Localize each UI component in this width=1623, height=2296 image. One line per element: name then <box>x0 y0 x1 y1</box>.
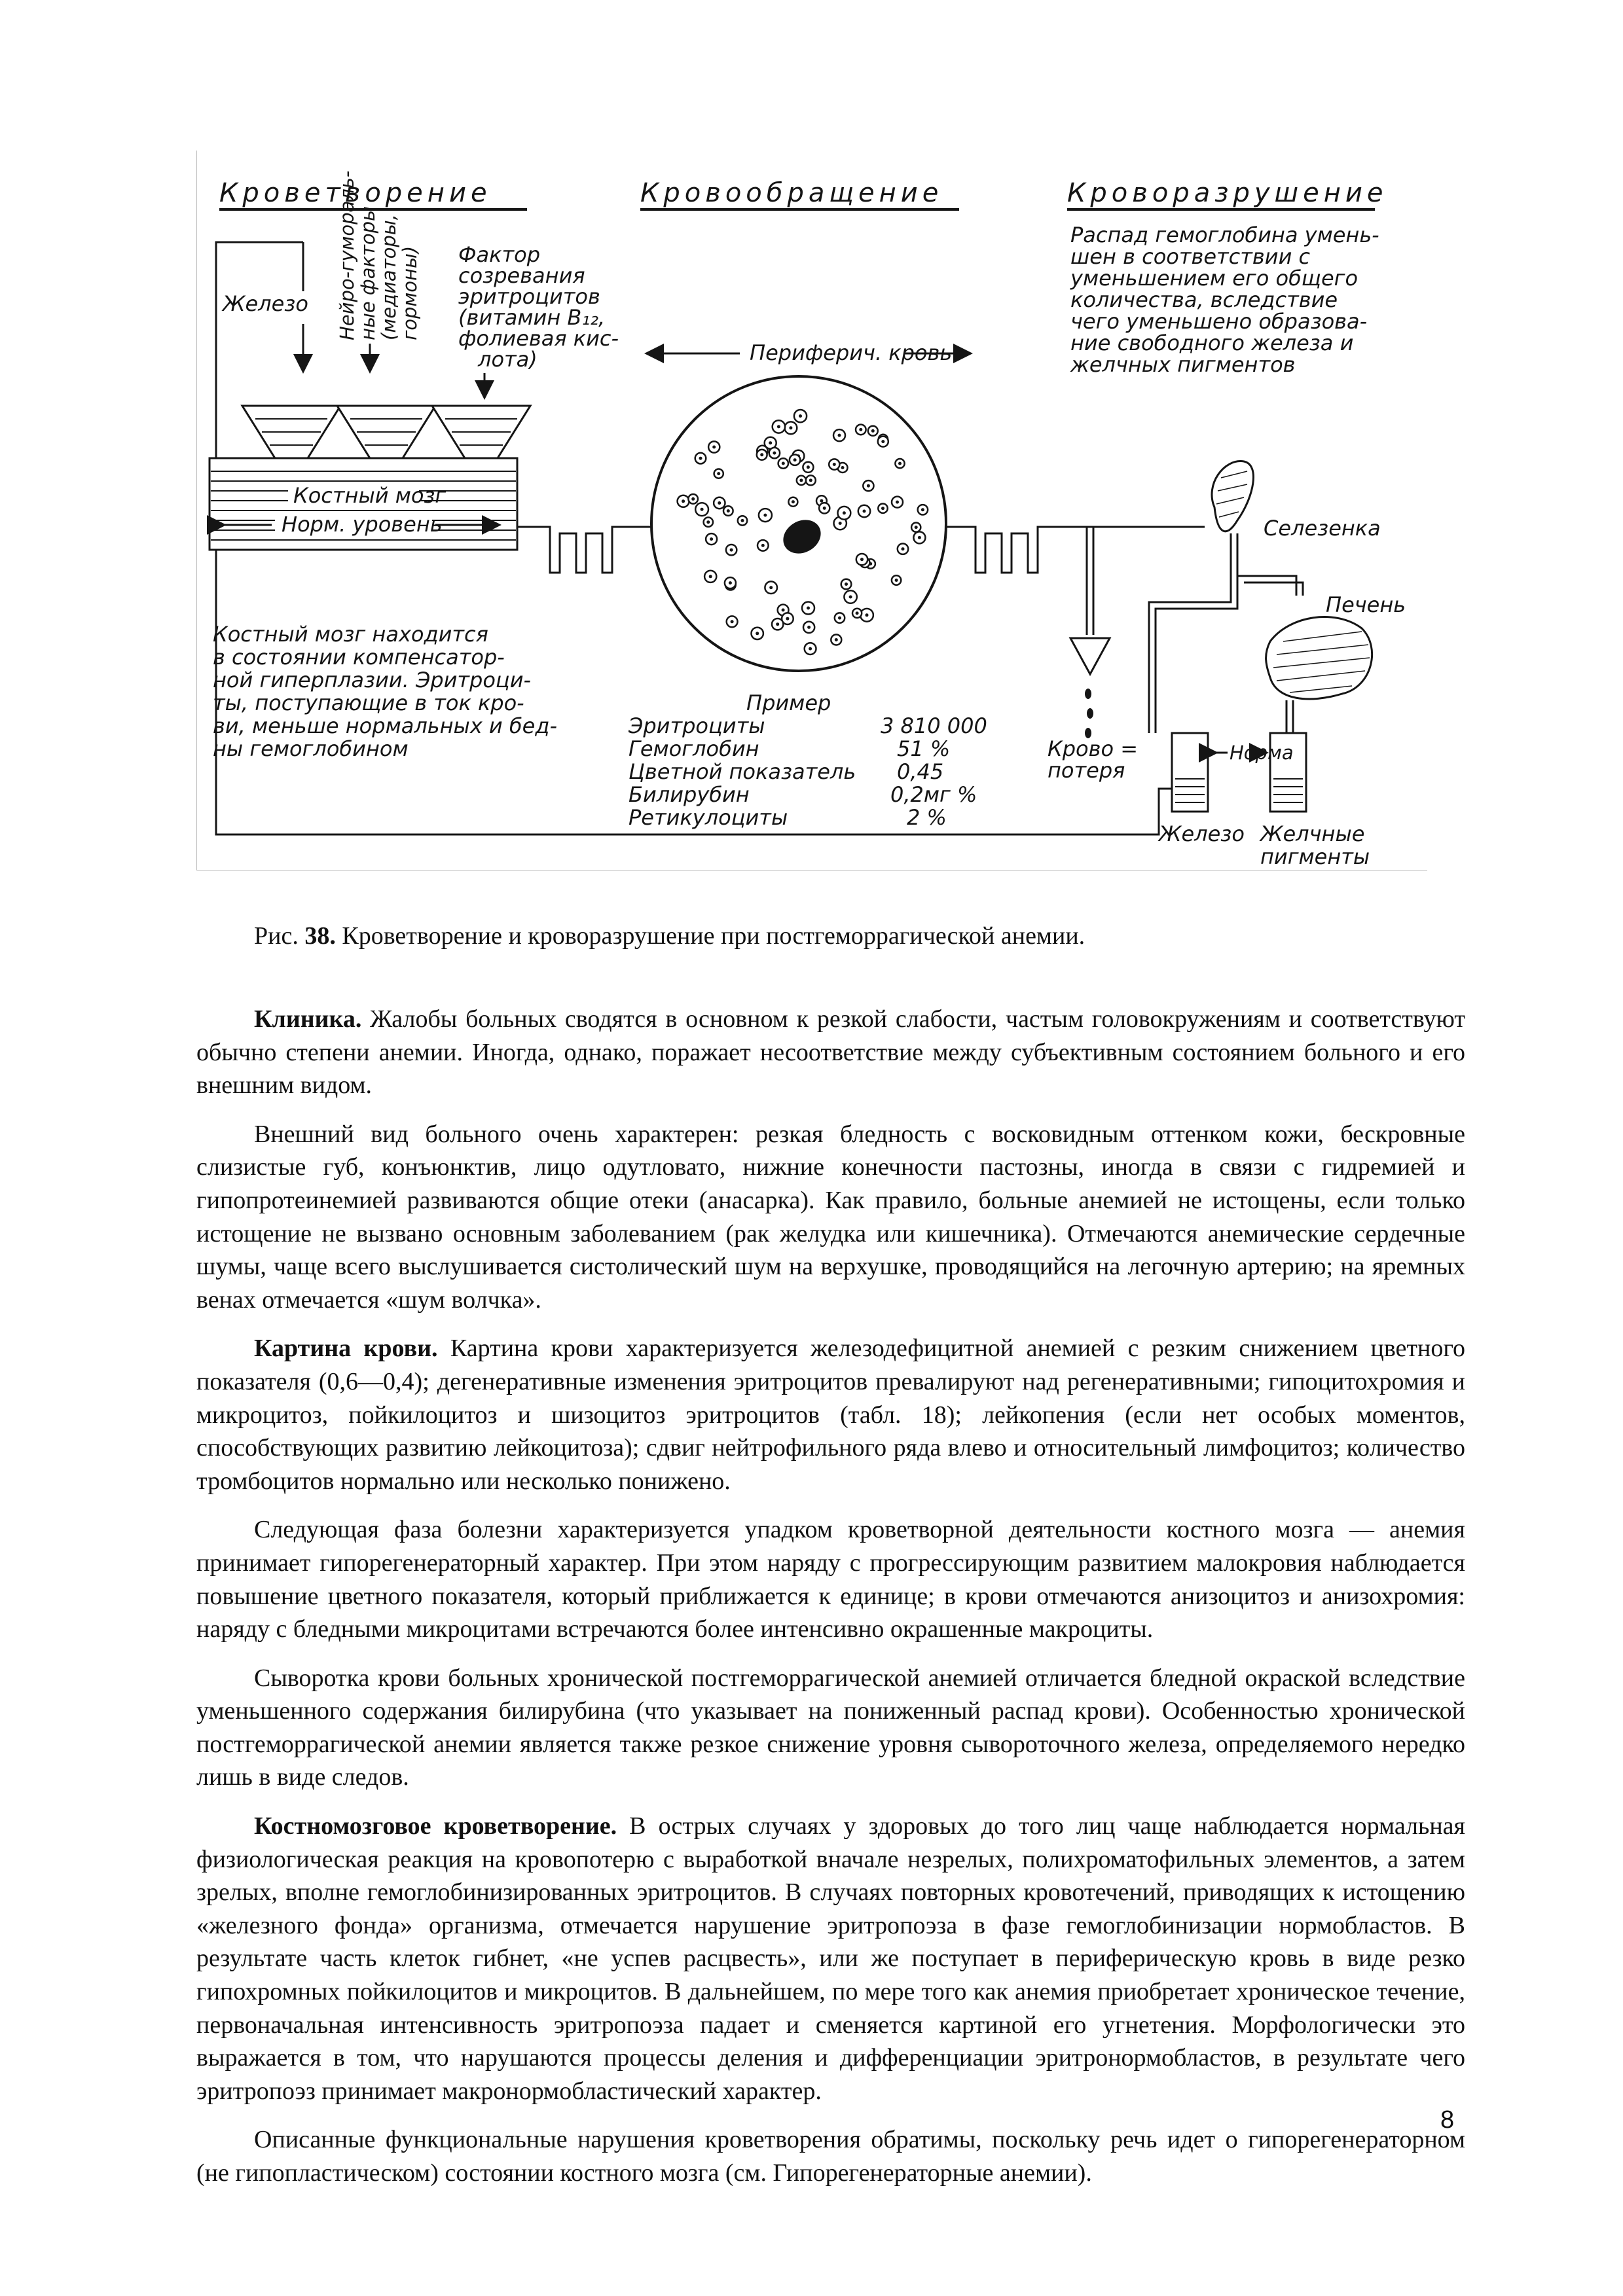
example-label: Билирубин <box>629 782 750 807</box>
example-label: Ретикулоциты <box>629 805 788 830</box>
erythrocyte-center <box>867 484 870 488</box>
example-title: Пример <box>746 691 831 715</box>
svg-text:(медиаторы,: (медиаторы, <box>378 214 400 340</box>
erythrocyte-center <box>921 508 924 511</box>
svg-text:ты, поступающие в ток кро-: ты, поступающие в ток кро- <box>213 691 524 715</box>
peripheral-blood-label: Периферич. кровь <box>750 340 953 365</box>
paragraph-text: Описанные функциональные нарушения кроветворения обратимы, поскольку речь идет о гипорегенераторном (не гипопластическом) состоянии костного мозга (см. Гипорегенераторные анемии). <box>196 2126 1465 2187</box>
example-values <box>628 691 987 830</box>
bile-pigments-label: Желчные <box>1260 821 1365 846</box>
hematopoiesis-diagram <box>196 144 1427 870</box>
example-label: Цветной показатель <box>629 759 856 784</box>
svg-text:шен в соответствии с: шен в соответствии с <box>1070 244 1311 269</box>
erythrocyte-center <box>809 647 812 651</box>
spleen-drain-pipe <box>1149 533 1231 733</box>
caption-text: Кроветворение и кроворазрушение при постгеморрагической анемии. <box>335 922 1085 950</box>
iron-tube <box>1172 733 1208 812</box>
erythrocyte-center <box>823 507 826 510</box>
paragraph-serum <box>196 1662 1465 1794</box>
spleen-liver-pipe <box>1244 583 1303 596</box>
erythrocyte-center <box>729 581 732 584</box>
caption-number: 38. <box>304 922 336 950</box>
paragraph-marrow-hematopoiesis <box>196 1810 1465 2108</box>
erythrocyte-center <box>835 638 838 641</box>
erythrocyte-center <box>881 507 884 510</box>
svg-text:чего уменьшено образова-: чего уменьшено образова- <box>1070 309 1368 334</box>
svg-text:(витамин B₁₂,: (витамин B₁₂, <box>458 305 606 330</box>
erythrocyte-center <box>799 414 802 418</box>
erythrocyte-center <box>799 478 803 482</box>
spleen-drain-pipe <box>1156 533 1237 733</box>
erythrocyte-center <box>782 462 785 465</box>
erythrocyte-center <box>730 548 733 552</box>
bone-marrow-label: Костный мозг <box>293 483 447 508</box>
blood-loss-label: потеря <box>1048 758 1125 783</box>
blood-loss-dropper <box>1070 638 1110 674</box>
example-value: 0,2мг % <box>890 782 977 807</box>
svg-text:в состоянии компенсатор-: в состоянии компенсатор- <box>213 645 505 670</box>
erythrocyte-center <box>760 453 763 456</box>
marrow-note-text <box>213 622 557 761</box>
paragraph-lead: Картина крови. <box>254 1335 438 1363</box>
liver-label: Печень <box>1326 592 1406 617</box>
maturation-factor-text <box>458 242 619 372</box>
blood-loss-label: Крово = <box>1048 736 1139 761</box>
figure-38 <box>196 144 1427 870</box>
figure-caption <box>254 920 1085 952</box>
erythrocyte-center <box>782 609 785 612</box>
svg-text:ние свободного железа и: ние свободного железа и <box>1070 331 1354 355</box>
heading-destruction: Кроворазрушение <box>1067 178 1388 208</box>
paragraph-text: Следующая фаза болезни характеризуется упадком кроветворной деятельности костного мозга — анемия принимает гипорегенераторный характер. При этом наряду с прогрессирующим развитием малокровия наблюдается повышение цветного показателя, который приближается к единице; в крови отмечаются анизоцитоз и анизохромия: наряду с бледными микроцитами встречаются более интенсивно окрашенные макроциты. <box>196 1516 1465 1643</box>
svg-text:фолиевая кис-: фолиевая кис- <box>458 326 619 351</box>
erythrocyte-center <box>792 500 795 503</box>
erythrocyte-center <box>756 632 759 635</box>
paragraph-text: В острых случаях у здоровых до того лиц чаще наблюдается нормальная физиологическая реакция на кровопотерю с выработкой вначале незрелых, полихроматофильных элементов, а затем зрелых, вполне гемоглобинизированных эритроцитов. В случаях повторных кровотечений, приводящих к истощению «железного фонда» организма, отмечается нарушение эритропоэза в фазе гемоглобинизации нормобластов. В результате часть клеток гибнет, «не успев расцвесть», или же поступает в периферическую кровь в виде резко гипохромных пойкилоцитов и микроцитов. В дальнейшем, по мере того как анемия приобретает хроническое течение, первоначальная интенсивность эритропоэза падает и сменяется картиной его угнетения. Морфологически это выражается в том, что нарушаются процессы деления и дифференциации эритронормобластов, в результате чего эритропоэз принимает макронормобластический характер. <box>196 1812 1465 2105</box>
svg-text:Нейро-гумораль-: Нейро-гумораль- <box>336 170 358 340</box>
erythrocyte-center <box>838 434 841 437</box>
erythrocyte-center <box>761 544 765 547</box>
erythrocyte-center <box>691 497 695 501</box>
svg-text:уменьшением его общего: уменьшением его общего <box>1070 266 1359 291</box>
erythrocyte-center <box>776 622 779 626</box>
svg-text:ной гиперплазии. Эритроци-: ной гиперплазии. Эритроци- <box>213 668 532 692</box>
erythrocyte-center <box>682 499 685 503</box>
iron-output-label: Железо <box>1159 821 1245 846</box>
erythrocyte-center <box>741 519 744 522</box>
erythrocyte-center <box>843 511 846 514</box>
erythrocyte-center <box>881 440 884 443</box>
erythrocyte-center <box>727 509 730 512</box>
erythrocyte-center <box>918 536 921 539</box>
svg-text:Костный мозг находится: Костный мозг находится <box>213 622 488 647</box>
paragraph-lead: Костномозговое кроветворение. <box>254 1812 617 1840</box>
heading-hematopoiesis: Кроветворение <box>219 178 492 208</box>
erythrocyte-center <box>763 514 767 517</box>
erythrocyte-center <box>896 501 899 504</box>
erythrocyte-center <box>833 463 836 466</box>
blood-drops <box>1085 689 1093 738</box>
erythrocyte-center <box>717 472 720 475</box>
heading-circulation: Кровообращение <box>640 178 943 208</box>
erythrocyte-center <box>863 510 866 513</box>
erythrocyte-center <box>777 425 780 428</box>
erythrocyte-center <box>769 441 772 444</box>
page-number: 8 <box>1440 2106 1455 2134</box>
paragraph-blood-picture <box>196 1332 1465 1498</box>
erythrocyte-center <box>706 520 710 524</box>
circulation-outflow-pipe <box>946 527 1205 573</box>
erythrocyte-center <box>786 617 789 620</box>
spleen-label: Селезенка <box>1264 516 1381 541</box>
erythrocyte-center <box>838 617 841 620</box>
paragraph-text: Картина крови характеризуется железодефицитной анемией с резким снижением цветного показателя (0,6—0,4); дегенеративные изменения эритроцитов превалируют над регенеративными; гипоцитохромия и микроцитоз, пойкилоцитоз и шизоцитоз эритроцитов (табл. 18); лейкопения (если нет особых моментов, способствующих развитию лейкоцитоза); сдвиг нейтрофильного ряда влево и относительный лимфоцитоз; количество тромбоцитов нормально или несколько понижено. <box>196 1335 1465 1495</box>
erythrocyte-center <box>709 575 712 578</box>
paragraph-lead: Клиника. <box>254 1005 362 1033</box>
svg-text:ны гемоглобином: ны гемоглобином <box>213 736 409 761</box>
paragraph-text: Жалобы больных сводятся в основном к резкой слабости, частым головокружениям и соответствуют обычно степени анемии. Иногда, однако, поражает несоответствие между субъективным состоянием больного и его внешним видом. <box>196 1005 1465 1100</box>
example-label: Эритроциты <box>629 713 765 738</box>
erythrocyte-center <box>807 607 810 610</box>
svg-text:эритроцитов: эритроцитов <box>458 284 600 309</box>
erythrocyte-center <box>712 446 716 449</box>
erythrocyte-center <box>809 478 812 482</box>
erythrocyte-center <box>807 626 811 629</box>
example-value: 3 810 000 <box>881 713 987 738</box>
svg-text:созревания: созревания <box>458 263 585 288</box>
norm-level-label: Норм. уровень <box>282 512 443 537</box>
example-value: 51 % <box>897 736 951 761</box>
erythrocyte-center <box>699 457 702 460</box>
caption-prefix: Рис. <box>254 922 305 950</box>
example-value: 2 % <box>907 805 947 830</box>
erythrocyte-center <box>856 611 859 615</box>
erythrocyte-center <box>807 465 810 469</box>
paragraph-clinic <box>196 1003 1465 1102</box>
svg-text:лота): лота) <box>478 347 538 372</box>
svg-text:ви, меньше нормальных и бед-: ви, меньше нормальных и бед- <box>213 713 557 738</box>
erythrocyte-center <box>866 613 869 617</box>
svg-text:желчных пигментов: желчных пигментов <box>1070 352 1296 377</box>
erythrocyte-center <box>710 537 713 541</box>
svg-text:количества, вследствие: количества, вследствие <box>1070 287 1338 312</box>
marrow-outflow-pipe <box>517 527 655 573</box>
bile-pigments-label: пигменты <box>1260 844 1370 869</box>
erythrocyte-center <box>871 429 875 433</box>
erythrocyte-center <box>701 508 704 511</box>
norma-label: Норма <box>1230 742 1294 764</box>
svg-text:гормоны): гормоны) <box>399 245 421 340</box>
erythrocyte-center <box>769 586 773 589</box>
body-text <box>196 1003 1465 2206</box>
erythrocyte-center <box>789 426 792 429</box>
erythrocyte-center <box>841 466 845 469</box>
paragraph-reversible <box>196 2123 1465 2189</box>
example-value: 0,45 <box>897 759 944 784</box>
svg-text:Фактор: Фактор <box>458 242 541 267</box>
destruction-text <box>1070 223 1379 377</box>
erythrocyte-center <box>845 583 848 586</box>
spleen-liver-pipe <box>1237 576 1296 596</box>
erythrocyte-center <box>898 462 902 465</box>
paragraph-text: Сыворотка крови больных хронической постгеморрагической анемией отличается бледной окраской вследствие уменьшенного содержания билирубина (что указывает на пониженный распад крови). Особенностью хронической постгеморрагической анемии является также резкое снижение уровня сывороточного железа, определяемого нередко лишь в виде следов. <box>196 1664 1465 1791</box>
erythrocyte-center <box>902 547 905 550</box>
iron-input-label: Железо <box>223 291 308 316</box>
erythrocyte-center <box>915 526 918 529</box>
paragraph-text: Внешний вид больного очень характерен: резкая бледность с восковидным оттенком кожи, бескровные слизистые губ, конъюнктив, лицо одутловато, нижние конечности пастозны, иногда в связи с гидремией и гипопротеинемией развиваются общие отеки (анасарка). Как правило, больные анемией не истощены, если только истощение не вызвано основным заболеванием (рак желудка или кишечника). Отмечаются анемические сердечные шумы, чаще всего выслушивается систолический шум на верхушке, проводящийся на легочную артерию; на яремных венах отмечается «шум волчка». <box>196 1120 1465 1314</box>
erythrocyte-center <box>839 522 842 525</box>
liver-shape <box>1266 617 1372 699</box>
svg-text:Распад гемоглобина умень-: Распад гемоглобина умень- <box>1070 223 1379 247</box>
paragraph-next-phase <box>196 1513 1465 1645</box>
erythrocyte-center <box>731 620 734 623</box>
paragraph-appearance <box>196 1118 1465 1317</box>
erythrocyte-center <box>849 596 852 599</box>
erythrocyte-center <box>718 501 721 505</box>
erythrocyte-center <box>860 558 864 561</box>
erythrocyte-center <box>859 428 862 431</box>
erythrocyte-center <box>895 579 898 582</box>
erythrocyte-center <box>820 499 823 503</box>
svg-text:ные факторы: ные факторы <box>357 206 379 340</box>
erythrocyte-center <box>793 458 797 461</box>
example-label: Гемоглобин <box>629 736 759 761</box>
erythrocyte-center <box>773 452 776 455</box>
